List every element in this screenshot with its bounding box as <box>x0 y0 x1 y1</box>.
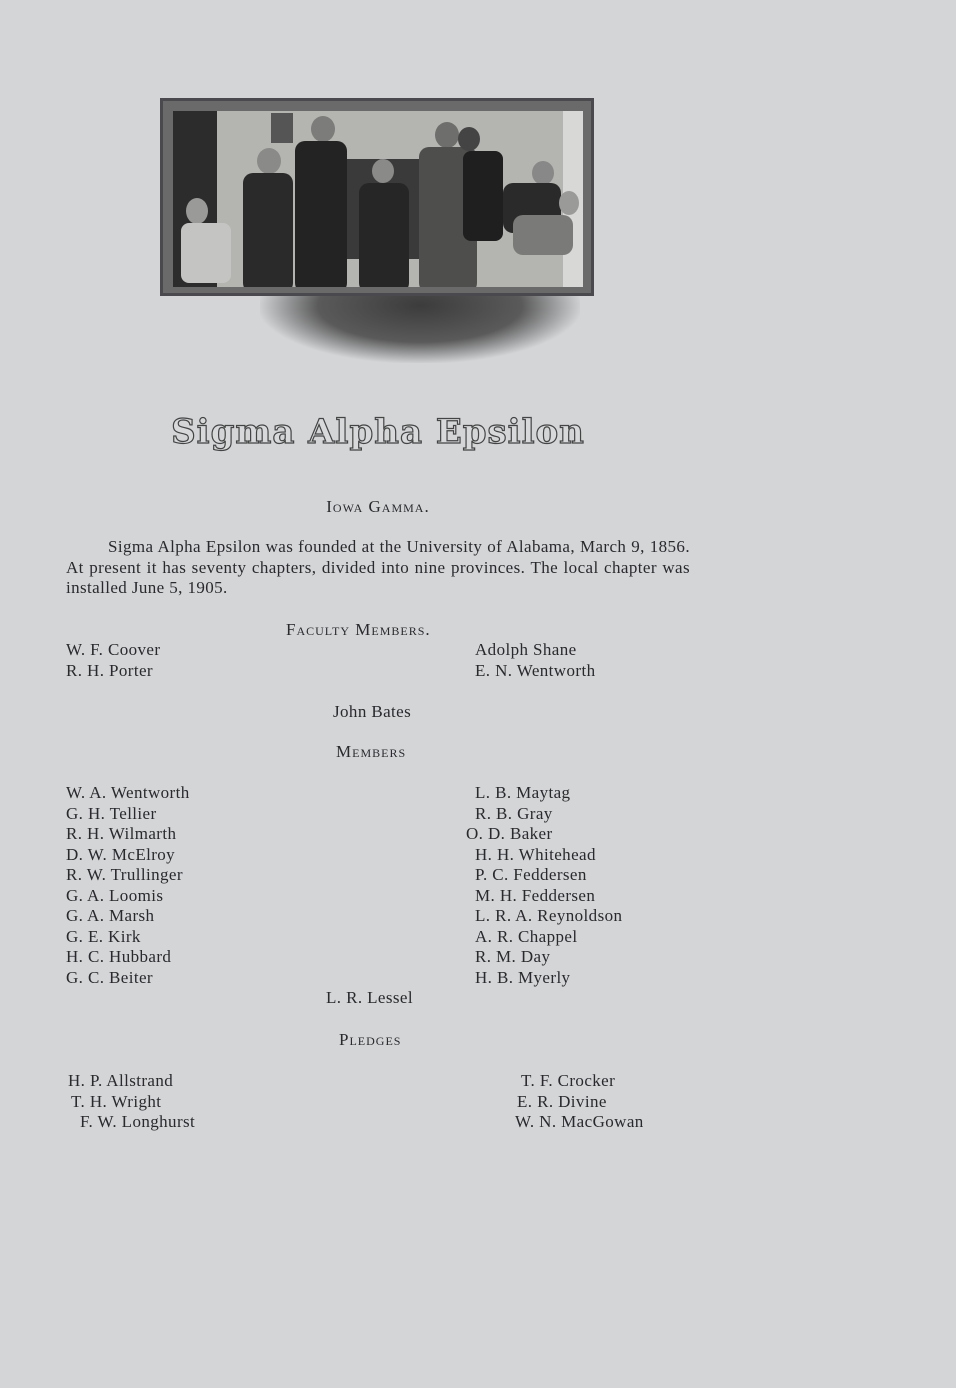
list-item: L. R. A. Reynoldson <box>475 906 623 925</box>
history-text: Sigma Alpha Epsilon was founded at the University of Alabama, March 9, 1856. At present it has seventy chapters, divided into nine provinces. The local chapter was installed June 5, 1905. <box>66 537 690 597</box>
list-item: R. W. Trullinger <box>66 865 183 884</box>
pledges-right-list <box>515 1071 644 1133</box>
list-item: T. F. Crocker <box>521 1071 616 1090</box>
list-item: T. H. Wright <box>71 1091 162 1111</box>
list-item: A. R. Chappel <box>475 926 578 946</box>
list-item: H. C. Hubbard <box>66 947 172 966</box>
list-item: R. M. Day <box>475 947 551 966</box>
list-item: G. A. Loomis <box>66 885 164 905</box>
list-item: E. N. Wentworth <box>475 660 596 680</box>
group-photograph <box>160 98 596 368</box>
list-item: G. A. Marsh <box>66 906 155 925</box>
list-item: O. D. Baker <box>466 824 553 843</box>
list-item: W. A. Wentworth <box>66 783 190 802</box>
pledges-heading: Pledges <box>339 1030 402 1049</box>
pledges-left-list <box>68 1071 195 1133</box>
faculty-left-list <box>66 640 160 681</box>
faculty-center-name: John Bates <box>333 702 412 721</box>
list-item: D. W. McElroy <box>66 844 176 864</box>
faculty-right-list <box>475 640 595 681</box>
history-paragraph <box>66 537 690 599</box>
list-item: H. P. Allstrand <box>68 1071 174 1090</box>
list-item: M. H. Feddersen <box>475 885 596 905</box>
faculty-heading: Faculty Members. <box>286 620 431 639</box>
members-heading: Members <box>336 742 407 761</box>
list-item: R. H. Porter <box>66 660 153 680</box>
list-item: E. R. Divine <box>517 1091 607 1111</box>
list-item: R. H. Wilmarth <box>66 824 177 843</box>
list-item: G. E. Kirk <box>66 926 141 946</box>
members-left-list <box>66 783 190 988</box>
list-item: G. C. Beiter <box>66 967 153 987</box>
list-item: H. H. Whitehead <box>475 844 596 864</box>
photo-frame <box>160 98 594 296</box>
page-title: Sigma Alpha Epsilon <box>171 412 585 452</box>
list-item: W. F. Coover <box>66 640 161 659</box>
list-item: F. W. Longhurst <box>80 1112 196 1131</box>
photo-scene <box>173 111 583 287</box>
list-item: H. B. Myerly <box>475 967 571 987</box>
list-item: W. N. MacGowan <box>515 1112 644 1131</box>
chapter-name: Iowa Gamma. <box>326 497 430 516</box>
list-item: G. H. Tellier <box>66 803 157 823</box>
list-item: R. B. Gray <box>475 803 553 823</box>
list-item: P. C. Feddersen <box>475 865 587 884</box>
members-center-name: L. R. Lessel <box>326 988 413 1007</box>
list-item: L. B. Maytag <box>475 783 571 802</box>
list-item: Adolph Shane <box>475 640 577 659</box>
members-right-list <box>466 783 623 988</box>
